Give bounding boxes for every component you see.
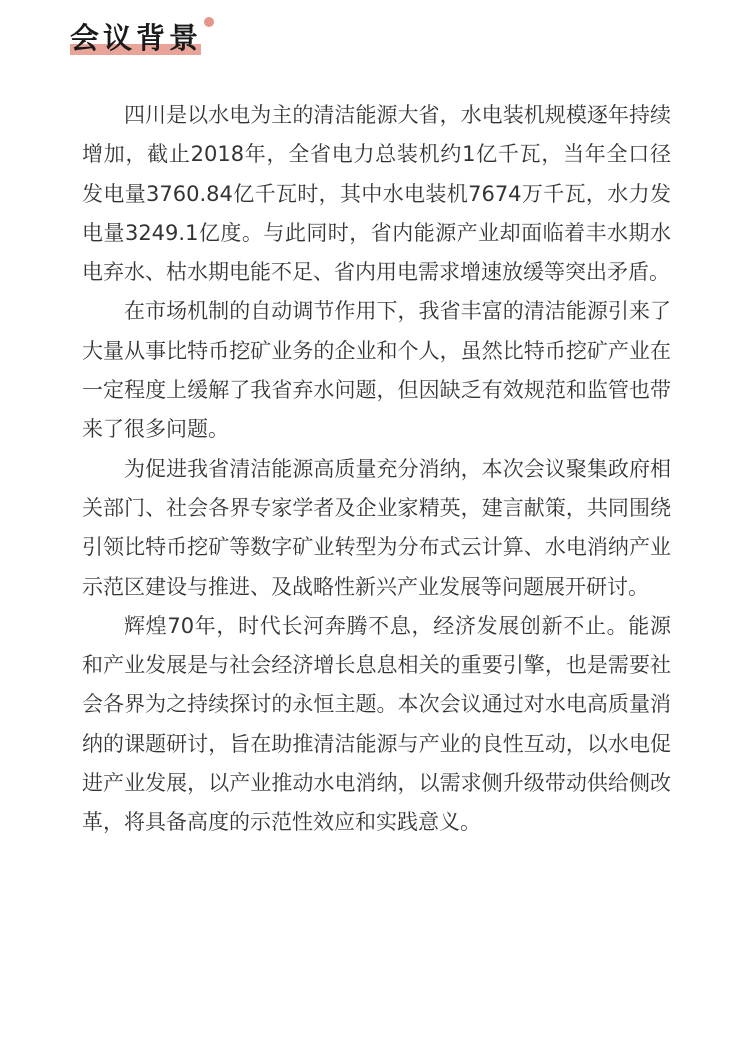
paragraph-2: 在市场机制的自动调节作用下，我省丰富的清洁能源引来了大量从事比特币挖矿业务的企业和个人，虽然比特币挖矿产业在一定程度上缓解了我省弃水问题，但因缺乏有效规范和监管也带来了很多问题。: [82, 299, 671, 442]
paragraph-1: 四川是以水电为主的清洁能源大省，水电装机规模逐年持续增加，截止2018年，全省电力总装机约1亿千瓦，当年全口径发电量3760.84亿千瓦时，其中水电装机7674万千瓦，水力发电量3249.1亿度。与此同时，省内能源产业却面临着丰水期水电弃水、枯水期电能不足、省内用电需求增速放缓等突出矛盾。: [82, 103, 671, 285]
paragraph-3: 为促进我省清洁能源高质量充分消纳，本次会议聚集政府相关部门、社会各界专家学者及企业家精英，建言献策，共同围绕引领比特币挖矿等数字矿业转型为分布式云计算、水电消纳产业示范区建设与推进、及战略性新兴产业发展等问题展开研讨。: [82, 456, 671, 599]
section-title: 会议背景: [70, 21, 203, 55]
section-heading: [70, 18, 202, 58]
heading-dot-decoration: [204, 17, 214, 27]
article-body: [82, 96, 671, 843]
paragraph-4: 辉煌70年，时代长河奔腾不息，经济发展创新不止。能源和产业发展是与社会经济增长息息相关的重要引擎，也是需要社会各界为之持续探讨的永恒主题。本次会议通过对水电高质量消纳的课题研讨，旨在助推清洁能源与产业的良性互动，以水电促进产业发展，以产业推动水电消纳，以需求侧升级带动供给侧改革，将具备高度的示范性效应和实践意义。: [82, 613, 671, 835]
